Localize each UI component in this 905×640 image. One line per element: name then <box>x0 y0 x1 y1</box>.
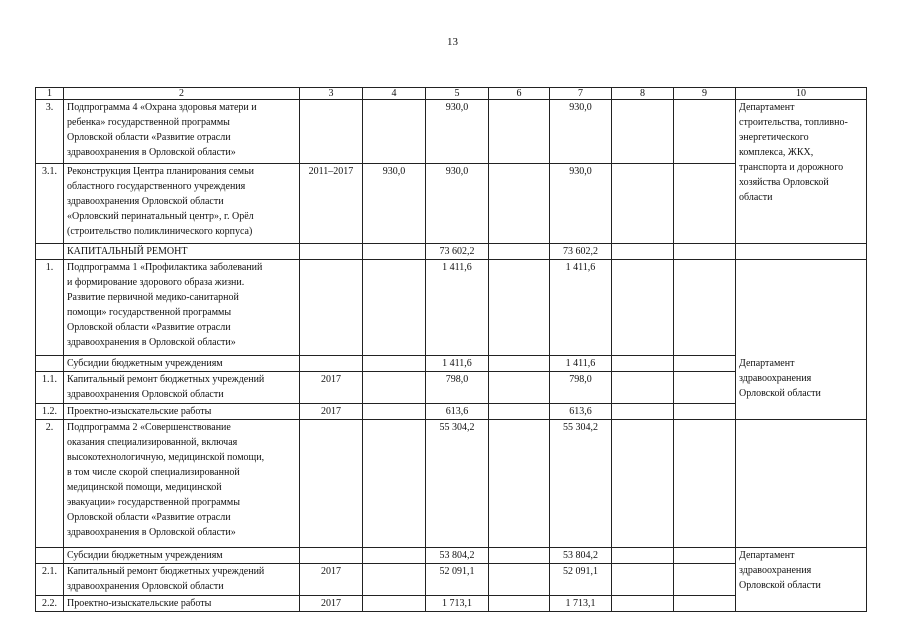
cell-col4 <box>363 100 426 164</box>
cell-col5: 55 304,2 <box>426 420 489 548</box>
cell-col9 <box>674 548 736 564</box>
column-header: 5 <box>426 88 489 100</box>
cell-num: 2. <box>36 420 64 548</box>
cell-col9 <box>674 596 736 612</box>
cell-col7: 53 804,2 <box>550 548 612 564</box>
cell-col7: 1 411,6 <box>550 260 612 356</box>
cell-col6 <box>489 564 550 596</box>
cell-num: 3. <box>36 100 64 164</box>
cell-name: КАПИТАЛЬНЫЙ РЕМОНТ <box>64 244 300 260</box>
cell-col7: 798,0 <box>550 372 612 404</box>
cell-department <box>736 420 867 548</box>
table-row <box>36 548 867 564</box>
table-row <box>36 100 867 164</box>
cell-col6 <box>489 596 550 612</box>
cell-col5: 53 804,2 <box>426 548 489 564</box>
column-header: 7 <box>550 88 612 100</box>
cell-num: 1.2. <box>36 404 64 420</box>
column-header: 6 <box>489 88 550 100</box>
column-header-row <box>36 88 867 100</box>
cell-col5: 1 713,1 <box>426 596 489 612</box>
cell-col9 <box>674 372 736 404</box>
cell-year: 2017 <box>300 404 363 420</box>
cell-col8 <box>612 564 674 596</box>
cell-year: 2017 <box>300 564 363 596</box>
table-row <box>36 260 867 356</box>
cell-col4 <box>363 596 426 612</box>
table-row <box>36 420 867 548</box>
cell-year <box>300 260 363 356</box>
cell-col5: 1 411,6 <box>426 260 489 356</box>
cell-col8 <box>612 372 674 404</box>
cell-col7: 1 411,6 <box>550 356 612 372</box>
cell-name: Проектно-изыскательские работы <box>64 404 300 420</box>
cell-col4: 930,0 <box>363 164 426 244</box>
cell-name: Проектно-изыскательские работы <box>64 596 300 612</box>
column-header: 2 <box>64 88 300 100</box>
cell-name: Подпрограмма 2 «Совершенствование оказания специализированной, включая высокотехнологичную, медицинской помощи, в том числе скорой специализированной медицинской помощи, медицинской эвакуации» государственной программы Орловской области «Развитие отрасли здравоохранения в Орловской области» <box>64 420 300 548</box>
cell-col8 <box>612 548 674 564</box>
cell-col7: 930,0 <box>550 164 612 244</box>
cell-year <box>300 100 363 164</box>
cell-col8 <box>612 100 674 164</box>
cell-col9 <box>674 564 736 596</box>
cell-name: Подпрограмма 4 «Охрана здоровья матери и ребенка» государственной программы Орловской области «Развитие отрасли здравоохранения в Орловской области» <box>64 100 300 164</box>
cell-col6 <box>489 260 550 356</box>
cell-col7: 52 091,1 <box>550 564 612 596</box>
cell-num <box>36 548 64 564</box>
cell-col5: 1 411,6 <box>426 356 489 372</box>
cell-department <box>736 244 867 260</box>
cell-num: 2.2. <box>36 596 64 612</box>
cell-col5: 798,0 <box>426 372 489 404</box>
cell-year <box>300 356 363 372</box>
column-header: 8 <box>612 88 674 100</box>
cell-col5: 613,6 <box>426 404 489 420</box>
cell-year: 2011–2017 <box>300 164 363 244</box>
cell-year: 2017 <box>300 372 363 404</box>
cell-year: 2017 <box>300 596 363 612</box>
cell-col9 <box>674 420 736 548</box>
cell-col6 <box>489 244 550 260</box>
cell-col6 <box>489 404 550 420</box>
cell-col4 <box>363 404 426 420</box>
column-header: 1 <box>36 88 64 100</box>
cell-year <box>300 244 363 260</box>
cell-col4 <box>363 356 426 372</box>
cell-num <box>36 244 64 260</box>
cell-col8 <box>612 244 674 260</box>
budget-table <box>35 87 867 612</box>
column-header: 9 <box>674 88 736 100</box>
column-header: 4 <box>363 88 426 100</box>
cell-col4 <box>363 420 426 548</box>
cell-num: 2.1. <box>36 564 64 596</box>
cell-col9 <box>674 260 736 356</box>
cell-col4 <box>363 564 426 596</box>
cell-col6 <box>489 420 550 548</box>
cell-name: Реконструкция Центра планирования семьи областного государственного учреждения здравоохранения Орловской области «Орловский перинатальный центр», г. Орёл (строительство поликлинического корпуса) <box>64 164 300 244</box>
cell-year <box>300 420 363 548</box>
cell-col8 <box>612 404 674 420</box>
column-header: 10 <box>736 88 867 100</box>
cell-col5: 52 091,1 <box>426 564 489 596</box>
cell-col9 <box>674 164 736 244</box>
cell-col5: 73 602,2 <box>426 244 489 260</box>
cell-col4 <box>363 244 426 260</box>
cell-col8 <box>612 260 674 356</box>
cell-col9 <box>674 404 736 420</box>
cell-col9 <box>674 244 736 260</box>
cell-num: 1.1. <box>36 372 64 404</box>
cell-department: Департамент строительства, топливно- энергетического комплекса, ЖКХ, транспорта и дорожного хозяйства Орловской области <box>736 100 867 244</box>
cell-col6 <box>489 100 550 164</box>
cell-col6 <box>489 548 550 564</box>
cell-col6 <box>489 372 550 404</box>
cell-name: Капитальный ремонт бюджетных учреждений здравоохранения Орловской области <box>64 372 300 404</box>
cell-department <box>736 260 867 356</box>
cell-col6 <box>489 356 550 372</box>
cell-col7: 930,0 <box>550 100 612 164</box>
page-number: 13 <box>447 36 458 48</box>
cell-col7: 613,6 <box>550 404 612 420</box>
cell-col4 <box>363 260 426 356</box>
cell-col6 <box>489 164 550 244</box>
cell-year <box>300 548 363 564</box>
cell-col9 <box>674 356 736 372</box>
cell-name: Капитальный ремонт бюджетных учреждений здравоохранения Орловской области <box>64 564 300 596</box>
cell-name: Субсидии бюджетным учреждениям <box>64 356 300 372</box>
cell-department: Департамент здравоохранения Орловской области <box>736 356 867 420</box>
cell-col8 <box>612 356 674 372</box>
cell-col7: 55 304,2 <box>550 420 612 548</box>
cell-col4 <box>363 372 426 404</box>
cell-name: Субсидии бюджетным учреждениям <box>64 548 300 564</box>
cell-col5: 930,0 <box>426 164 489 244</box>
cell-col8 <box>612 164 674 244</box>
cell-col4 <box>363 548 426 564</box>
cell-num: 1. <box>36 260 64 356</box>
cell-col8 <box>612 420 674 548</box>
table-row <box>36 356 867 372</box>
column-header: 3 <box>300 88 363 100</box>
cell-num <box>36 356 64 372</box>
cell-col8 <box>612 596 674 612</box>
cell-col7: 73 602,2 <box>550 244 612 260</box>
table-row <box>36 244 867 260</box>
cell-department: Департамент здравоохранения Орловской области <box>736 548 867 612</box>
cell-num: 3.1. <box>36 164 64 244</box>
cell-col9 <box>674 100 736 164</box>
cell-name: Подпрограмма 1 «Профилактика заболеваний и формирование здорового образа жизни. Развитие первичной медико-санитарной помощи» государственной программы Орловской области «Развитие отрасли здравоохранения в Орловской области» <box>64 260 300 356</box>
cell-col7: 1 713,1 <box>550 596 612 612</box>
cell-col5: 930,0 <box>426 100 489 164</box>
